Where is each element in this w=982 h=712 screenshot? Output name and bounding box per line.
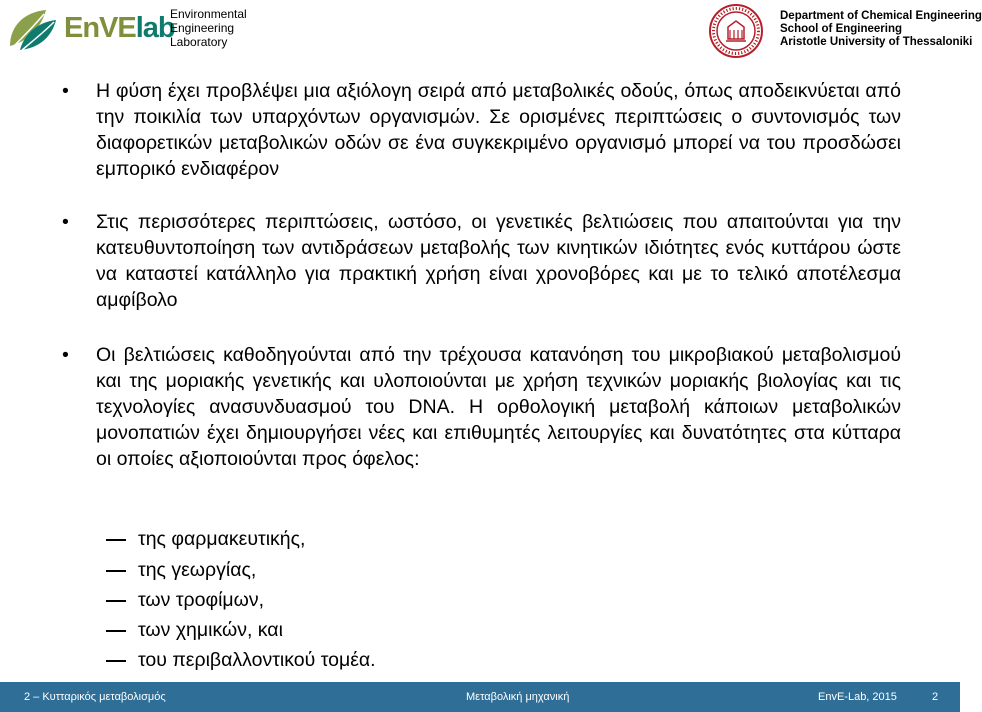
sub-item-text: των τροφίμων, — [138, 589, 265, 611]
wordmark-lab: lab — [135, 12, 175, 44]
dash-marker — [106, 647, 128, 673]
dash-marker — [106, 526, 128, 552]
dash-marker — [106, 557, 128, 583]
sub-list-item — [138, 526, 305, 552]
bullet-item — [62, 78, 901, 182]
lab-name-line-2: Engineering — [170, 21, 235, 35]
bullet-text: Στις περισσότερες περιπτώσεις, ωστόσο, οι γενετικές βελτιώσεις που απαιτούνται για την κατευθυντοποίηση των αντιδράσεων μεταβολής των κινητικών ιδιότητες ενός κυττάρου ώστε να καταστεί κατάλληλο για πρακτική χρήση είναι χρονοβόρες και με το τελικό αποτέλεσμα αμφίβολο — [96, 211, 901, 311]
sub-list-item — [138, 557, 256, 583]
bullet-dot: • — [62, 344, 69, 366]
department-title: Department of Chemical Engineering — [780, 10, 982, 22]
lab-name-line-1: Environmental — [170, 7, 247, 21]
bullet-dot: • — [62, 80, 69, 102]
sub-item-text: της φαρμακευτικής, — [138, 528, 306, 550]
bullet-dot: • — [62, 211, 69, 233]
sub-list-item — [138, 617, 283, 643]
sub-list-item — [138, 587, 264, 613]
sub-item-text: της γεωργίας, — [138, 559, 257, 581]
footer-lab-year: EnvE-Lab, 2015 — [818, 691, 897, 703]
dash-marker — [106, 587, 128, 613]
bullet-item — [62, 209, 901, 313]
wordmark-env: EnVE — [64, 12, 136, 44]
sub-item-text: των χημικών, και — [138, 619, 283, 641]
footer-course-title: Μεταβολική μηχανική — [466, 691, 570, 703]
university-title: Aristotle University of Thessaloniki — [780, 36, 973, 48]
dash-marker — [106, 617, 128, 643]
bullet-text: Η φύση έχει προβλέψει μια αξιόλογη σειρά από μεταβολικές οδούς, όπως αποδεικνύεται από την ποικιλία των υπαρχόντων οργανισμών. Σε ορισμένες περιπτώσεις ο συντονισμός των διαφορετικών μεταβολικών οδών σε ένα συγκεκριμένο οργανισμό μπορεί να του προσδώσει εμπορικό ενδιαφέρον — [96, 80, 901, 180]
bullet-item — [62, 342, 901, 472]
footer-section-title: 2 – Κυτταρικός μεταβολισμός — [24, 691, 166, 703]
footer-page-number: 2 — [932, 691, 939, 703]
slide-footer — [0, 682, 960, 712]
sub-list-item — [138, 647, 376, 673]
lab-name-line-3: Laboratory — [170, 35, 228, 49]
school-title: School of Engineering — [780, 23, 903, 35]
bullet-text: Οι βελτιώσεις καθοδηγούνται από την τρέχουσα κατανόηση του μικροβιακού μεταβολισμού και της μοριακής γενετικής και υλοποιούνται με χρήση τεχνικών μοριακής βιολογίας και τις τεχνολογίες ανασυνδυασμού του DNA. Η ορθολογική μεταβολή κάποιων μεταβολικών μονοπατιών έχει δημιουργήσει νέες και επιθυμητές λειτουργίες και δυνατότητες στα κύτταρα οι οποίες αξιοποιούνται προς όφελος: — [96, 344, 901, 470]
sub-item-text: του περιβαλλοντικού τομέα. — [138, 649, 376, 671]
